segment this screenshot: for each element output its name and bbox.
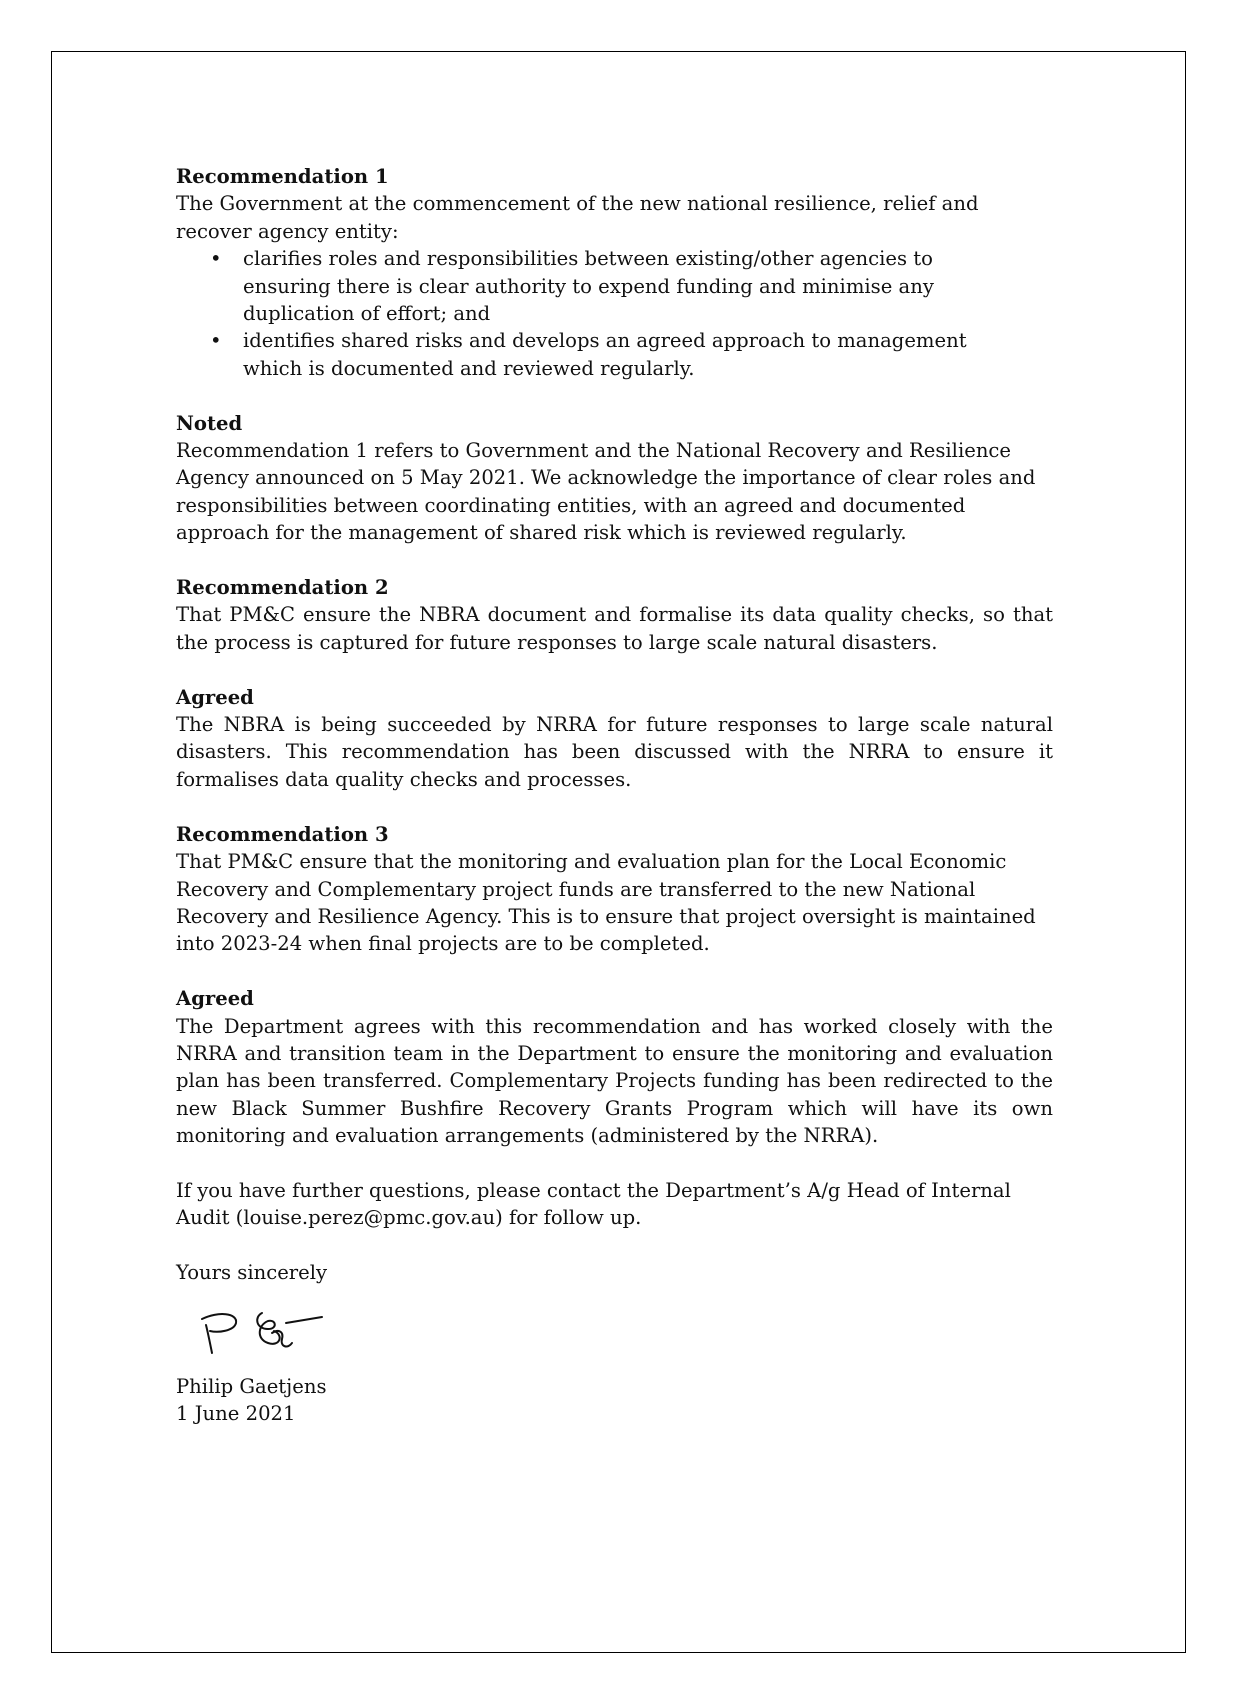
recommendation-3-body: That PM&C ensure that the monitoring and evaluation plan for the Local Economic Recovery and Complementary project funds are transferred to the new National Recovery and Resilience Agency. This is to ensure that project oversight is maintained into 2023-24 when final projects are to be completed. xyxy=(176,850,1036,956)
response-3-heading: Agreed xyxy=(176,987,254,1011)
recommendation-2-body: That PM&C ensure the NBRA document and formalise its data quality checks, so that the process is captured for future responses to large scale natural disasters. xyxy=(176,603,1053,654)
response-1 xyxy=(176,410,1053,547)
response-2 xyxy=(176,684,1053,794)
response-1-heading: Noted xyxy=(176,411,243,435)
letter-date: 1 June 2021 xyxy=(176,1401,296,1425)
recommendation-1-heading: Recommendation 1 xyxy=(176,165,389,188)
recommendation-2 xyxy=(176,574,1053,656)
list-item: • identifies shared risks and develops an agreed approach to management which is documented and reviewed regularly. xyxy=(243,327,1053,382)
list-item: • clarifies roles and responsibilities between existing/other agencies to ensuring there is clear authority to expend funding and minimise any duplication of effort; and xyxy=(243,245,1053,327)
recommendation-1 xyxy=(176,163,1053,382)
sign-off-block xyxy=(176,1259,1053,1427)
response-2-body: The NBRA is being succeeded by NRRA for future responses to large scale natural disasters. This recommendation has been discussed with the NRRA to ensure it formalises data quality checks and processes. xyxy=(176,713,1053,791)
letter-body xyxy=(176,163,1053,1427)
response-3-body: The Department agrees with this recommendation and has worked closely with the NRRA and transition team in the Department to ensure the monitoring and evaluation plan has been transferred. Complementary Projects funding has been redirected to the new Black Summer Bushfire Recovery Grants Program which will have its own monitoring and evaluation arrangements (administered by the NRRA). xyxy=(176,1014,1053,1148)
recommendation-1-intro: The Government at the commencement of the new national resilience, relief and recover agency entity: xyxy=(176,192,979,243)
signature-image xyxy=(198,1303,328,1359)
closing xyxy=(176,1177,1053,1232)
signatory-name: Philip Gaetjens xyxy=(176,1374,327,1398)
recommendation-3-heading: Recommendation 3 xyxy=(176,822,389,846)
contact-paragraph: If you have further questions, please contact the Department’s A/g Head of Internal Audit (louise.perez@pmc.gov.au) for follow up. xyxy=(176,1178,1011,1230)
response-2-heading: Agreed xyxy=(176,685,254,709)
recommendation-1-list xyxy=(176,245,1053,382)
recommendation-3 xyxy=(176,821,1053,958)
response-1-body: Recommendation 1 refers to Government and the National Recovery and Resilience Agency announced on 5 May 2021. We acknowledge the importance of clear roles and responsibilities between coordinating entities, with an agreed and documented approach for the management of shared risk which is reviewed regularly. xyxy=(176,439,1036,545)
response-3 xyxy=(176,985,1053,1149)
recommendation-2-heading: Recommendation 2 xyxy=(176,576,389,600)
sign-off: Yours sincerely xyxy=(176,1261,328,1285)
